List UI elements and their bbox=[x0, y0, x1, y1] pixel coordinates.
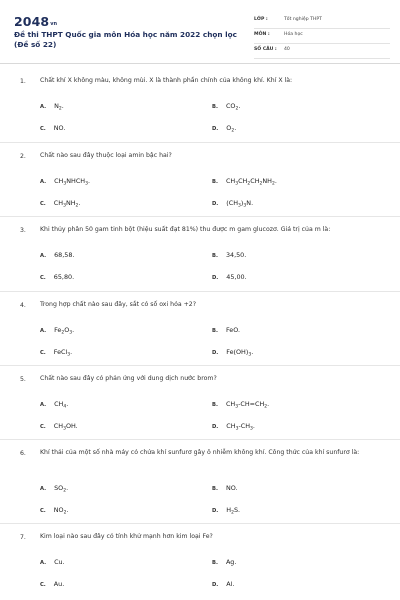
formula-text: Fe(OH) bbox=[226, 348, 249, 356]
formula-text: . bbox=[66, 400, 69, 408]
answer-option-d[interactable] bbox=[212, 506, 240, 516]
question-divider bbox=[0, 365, 400, 366]
formula-text: CH bbox=[250, 177, 260, 185]
meta-row-count bbox=[254, 44, 390, 59]
formula-text: . bbox=[267, 400, 270, 408]
option-letter: C. bbox=[40, 508, 46, 514]
option-letter: B. bbox=[212, 486, 218, 492]
brand-suffix: vn bbox=[50, 21, 58, 27]
option-letter: A. bbox=[40, 402, 47, 408]
question-divider bbox=[0, 216, 400, 217]
meta-label: LỚP : bbox=[254, 17, 268, 22]
formula-text: FeCl bbox=[53, 348, 68, 356]
meta-label: MÔN : bbox=[254, 32, 270, 37]
formula-text: CH bbox=[54, 177, 64, 185]
exam-meta bbox=[254, 14, 390, 59]
formula-text: NO. bbox=[53, 124, 66, 132]
option-letter: D. bbox=[212, 424, 219, 430]
option-letter: A. bbox=[40, 179, 47, 185]
answer-option-c[interactable] bbox=[40, 199, 80, 209]
question-divider bbox=[0, 523, 400, 524]
formula-text: . bbox=[252, 422, 255, 430]
answer-option-d[interactable] bbox=[212, 124, 236, 134]
answer-option-b[interactable] bbox=[212, 326, 240, 334]
question-text: Khí thải của một số nhà máy có chứa khí sunfurơ gây ô nhiễm không khí. Công thức của khí sunfurơ là: bbox=[40, 449, 360, 456]
formula-text: CH bbox=[225, 177, 236, 185]
answer-option-c[interactable] bbox=[40, 124, 65, 132]
question-text: Khi thủy phân 50 gam tinh bột (hiệu suất đạt 81%) thu được m gam glucozơ. Giá trị của m là: bbox=[40, 226, 331, 233]
meta-row-subject bbox=[254, 29, 390, 44]
answer-option-b[interactable] bbox=[212, 251, 246, 259]
option-letter: B. bbox=[212, 402, 218, 408]
formula-text: 34,50. bbox=[225, 251, 247, 259]
option-letter: C. bbox=[40, 424, 46, 430]
formula-subscript: 2 bbox=[75, 203, 79, 209]
option-letter: D. bbox=[212, 201, 219, 207]
option-letter: A. bbox=[40, 328, 47, 334]
question-divider bbox=[0, 142, 400, 143]
formula-text: NHCH bbox=[66, 177, 86, 185]
formula-subscript: 2 bbox=[231, 510, 234, 516]
question-number: 1. bbox=[20, 78, 26, 85]
formula-text: . bbox=[274, 177, 277, 185]
question-number: 6. bbox=[20, 450, 26, 457]
brand-name: 2048 bbox=[14, 14, 50, 29]
formula-subscript: 3 bbox=[63, 203, 66, 209]
formula-text: ) bbox=[240, 199, 244, 207]
formula-subscript: 3 bbox=[250, 426, 253, 432]
option-letter: D. bbox=[212, 508, 219, 514]
page-header bbox=[0, 0, 400, 64]
formula-text: -CH bbox=[238, 422, 251, 430]
option-letter: A. bbox=[40, 486, 47, 492]
question-divider bbox=[0, 439, 400, 440]
formula-text: . bbox=[238, 102, 241, 110]
formula-text: SO bbox=[54, 484, 64, 492]
formula-text: Al. bbox=[226, 580, 235, 588]
formula-text: Fe bbox=[54, 326, 62, 334]
formula-subscript: 2 bbox=[247, 181, 251, 187]
option-letter: B. bbox=[212, 253, 218, 259]
formula-text: N. bbox=[246, 199, 254, 207]
formula-text: . bbox=[61, 102, 64, 110]
formula-text: 45,00. bbox=[226, 273, 247, 281]
answer-option-b[interactable] bbox=[212, 400, 269, 410]
formula-text: NO. bbox=[225, 484, 238, 492]
question-text: Chất khí X không màu, không mùi. X là thành phần chính của không khí. Khí X là: bbox=[40, 77, 293, 84]
formula-subscript: 4 bbox=[63, 404, 67, 410]
option-letter: A. bbox=[40, 253, 47, 259]
answer-option-c[interactable] bbox=[40, 580, 64, 588]
option-letter: B. bbox=[212, 179, 218, 185]
option-letter: C. bbox=[40, 126, 46, 132]
option-letter: A. bbox=[40, 560, 47, 566]
formula-text: CH bbox=[238, 177, 248, 185]
answer-option-c[interactable] bbox=[40, 422, 78, 432]
formula-subscript: 2 bbox=[259, 181, 263, 187]
formula-text: NH bbox=[262, 177, 272, 185]
question-number: 5. bbox=[20, 376, 26, 383]
formula-subscript: 3 bbox=[248, 352, 252, 358]
option-letter: D. bbox=[212, 126, 219, 132]
answer-option-b[interactable] bbox=[212, 558, 236, 566]
formula-text: O bbox=[64, 326, 70, 334]
formula-text: CH bbox=[54, 400, 64, 408]
formula-subscript: 3 bbox=[85, 181, 88, 187]
formula-text: 68,58. bbox=[54, 251, 75, 259]
formula-subscript: 2 bbox=[231, 128, 235, 134]
answer-option-b[interactable] bbox=[212, 484, 238, 492]
option-letter: C. bbox=[40, 350, 46, 356]
exam-title: Đề thi THPT Quốc gia môn Hóa học năm 2022 chọn lọc (Đề số 22) bbox=[14, 30, 237, 49]
formula-text: OH. bbox=[65, 422, 78, 430]
question-number: 2. bbox=[20, 153, 26, 160]
formula-subscript: 3 bbox=[243, 203, 247, 209]
answer-option-a[interactable] bbox=[40, 326, 74, 336]
formula-subscript: 2 bbox=[58, 106, 62, 112]
option-letter: B. bbox=[212, 328, 218, 334]
answer-option-d[interactable] bbox=[212, 348, 253, 358]
answer-option-a[interactable] bbox=[40, 484, 68, 494]
formula-text: . bbox=[234, 124, 237, 132]
answer-option-c[interactable] bbox=[40, 273, 74, 281]
answer-option-b[interactable] bbox=[212, 177, 277, 187]
formula-subscript: 3 bbox=[235, 426, 239, 432]
answer-option-b[interactable] bbox=[212, 102, 240, 112]
question-number: 3. bbox=[20, 227, 26, 234]
question-divider bbox=[0, 291, 400, 292]
formula-text: . bbox=[72, 326, 75, 334]
answer-option-a[interactable] bbox=[40, 177, 90, 187]
formula-text: NH bbox=[65, 199, 76, 207]
formula-text: S. bbox=[233, 506, 241, 514]
formula-text: Au. bbox=[53, 580, 65, 588]
formula-text: O bbox=[226, 124, 232, 132]
meta-value: Tốt nghiệp THPT bbox=[284, 17, 322, 22]
answer-option-c[interactable] bbox=[40, 506, 69, 516]
formula-subscript: 3 bbox=[69, 330, 73, 336]
formula-subscript: 3 bbox=[63, 426, 66, 432]
formula-text: . bbox=[251, 348, 254, 356]
formula-text: . bbox=[66, 484, 69, 492]
question-number: 4. bbox=[20, 302, 26, 309]
option-letter: D. bbox=[212, 275, 219, 281]
formula-text: Ag. bbox=[225, 558, 237, 566]
formula-subscript: 2 bbox=[272, 181, 275, 187]
formula-text: CH bbox=[225, 400, 236, 408]
meta-label: SỐ CÂU : bbox=[254, 47, 277, 52]
formula-text: Cu. bbox=[54, 558, 65, 566]
formula-subscript: 3 bbox=[235, 404, 239, 410]
answer-option-d[interactable] bbox=[212, 199, 253, 209]
formula-text: . bbox=[78, 199, 81, 207]
formula-text: . bbox=[70, 348, 73, 356]
option-letter: D. bbox=[212, 350, 219, 356]
brand-logo[interactable] bbox=[14, 14, 57, 29]
option-letter: A. bbox=[40, 104, 47, 110]
meta-value: 40 bbox=[284, 47, 290, 52]
formula-text: CO bbox=[225, 102, 236, 110]
answer-option-a[interactable] bbox=[40, 102, 64, 112]
option-letter: C. bbox=[40, 275, 46, 281]
option-letter: B. bbox=[212, 560, 218, 566]
answer-option-d[interactable] bbox=[212, 273, 247, 281]
question-text: Trong hợp chất nào sau đây, sắt có số oxi hóa +2? bbox=[40, 301, 197, 308]
answer-option-d[interactable] bbox=[212, 580, 234, 588]
question-text: Kim loại nào sau đây có tính khử mạnh hơn kim loại Fe? bbox=[40, 533, 213, 540]
formula-subscript: 3 bbox=[63, 181, 67, 187]
answer-option-d[interactable] bbox=[212, 422, 255, 432]
question-number: 7. bbox=[20, 534, 26, 541]
formula-subscript: 3 bbox=[235, 181, 239, 187]
question-text: Chất nào sau đây thuộc loại amin bậc hai? bbox=[40, 152, 172, 159]
answer-option-c[interactable] bbox=[40, 348, 72, 358]
formula-text: H bbox=[226, 506, 232, 514]
formula-subscript: 3 bbox=[67, 352, 71, 358]
formula-text: N bbox=[54, 102, 59, 110]
answer-option-a[interactable] bbox=[40, 251, 74, 259]
formula-text: . bbox=[66, 506, 69, 514]
answer-option-a[interactable] bbox=[40, 558, 65, 566]
formula-text: FeO. bbox=[225, 326, 240, 334]
meta-value: Hóa học bbox=[284, 32, 303, 37]
formula-subscript: 2 bbox=[235, 106, 239, 112]
option-letter: C. bbox=[40, 201, 46, 207]
formula-text: CH bbox=[53, 199, 64, 207]
option-letter: D. bbox=[212, 582, 219, 588]
formula-text: (CH bbox=[226, 199, 239, 207]
answer-option-a[interactable] bbox=[40, 400, 68, 410]
formula-text: CH bbox=[226, 422, 236, 430]
formula-text: CH bbox=[53, 422, 64, 430]
formula-subscript: 2 bbox=[264, 404, 268, 410]
meta-row-class bbox=[254, 14, 390, 29]
formula-text: -CH=CH bbox=[238, 400, 265, 408]
formula-subscript: 2 bbox=[63, 510, 67, 516]
option-letter: B. bbox=[212, 104, 218, 110]
formula-subscript: 2 bbox=[63, 488, 67, 494]
option-letter: C. bbox=[40, 582, 46, 588]
formula-text: 65,80. bbox=[53, 273, 75, 281]
question-text: Chất nào sau đây có phản ứng với dung dịch nước brom? bbox=[40, 375, 217, 382]
formula-text: . bbox=[87, 177, 91, 185]
formula-text: NO bbox=[53, 506, 64, 514]
formula-subscript: 2 bbox=[61, 330, 65, 336]
formula-subscript: 3 bbox=[238, 203, 241, 209]
